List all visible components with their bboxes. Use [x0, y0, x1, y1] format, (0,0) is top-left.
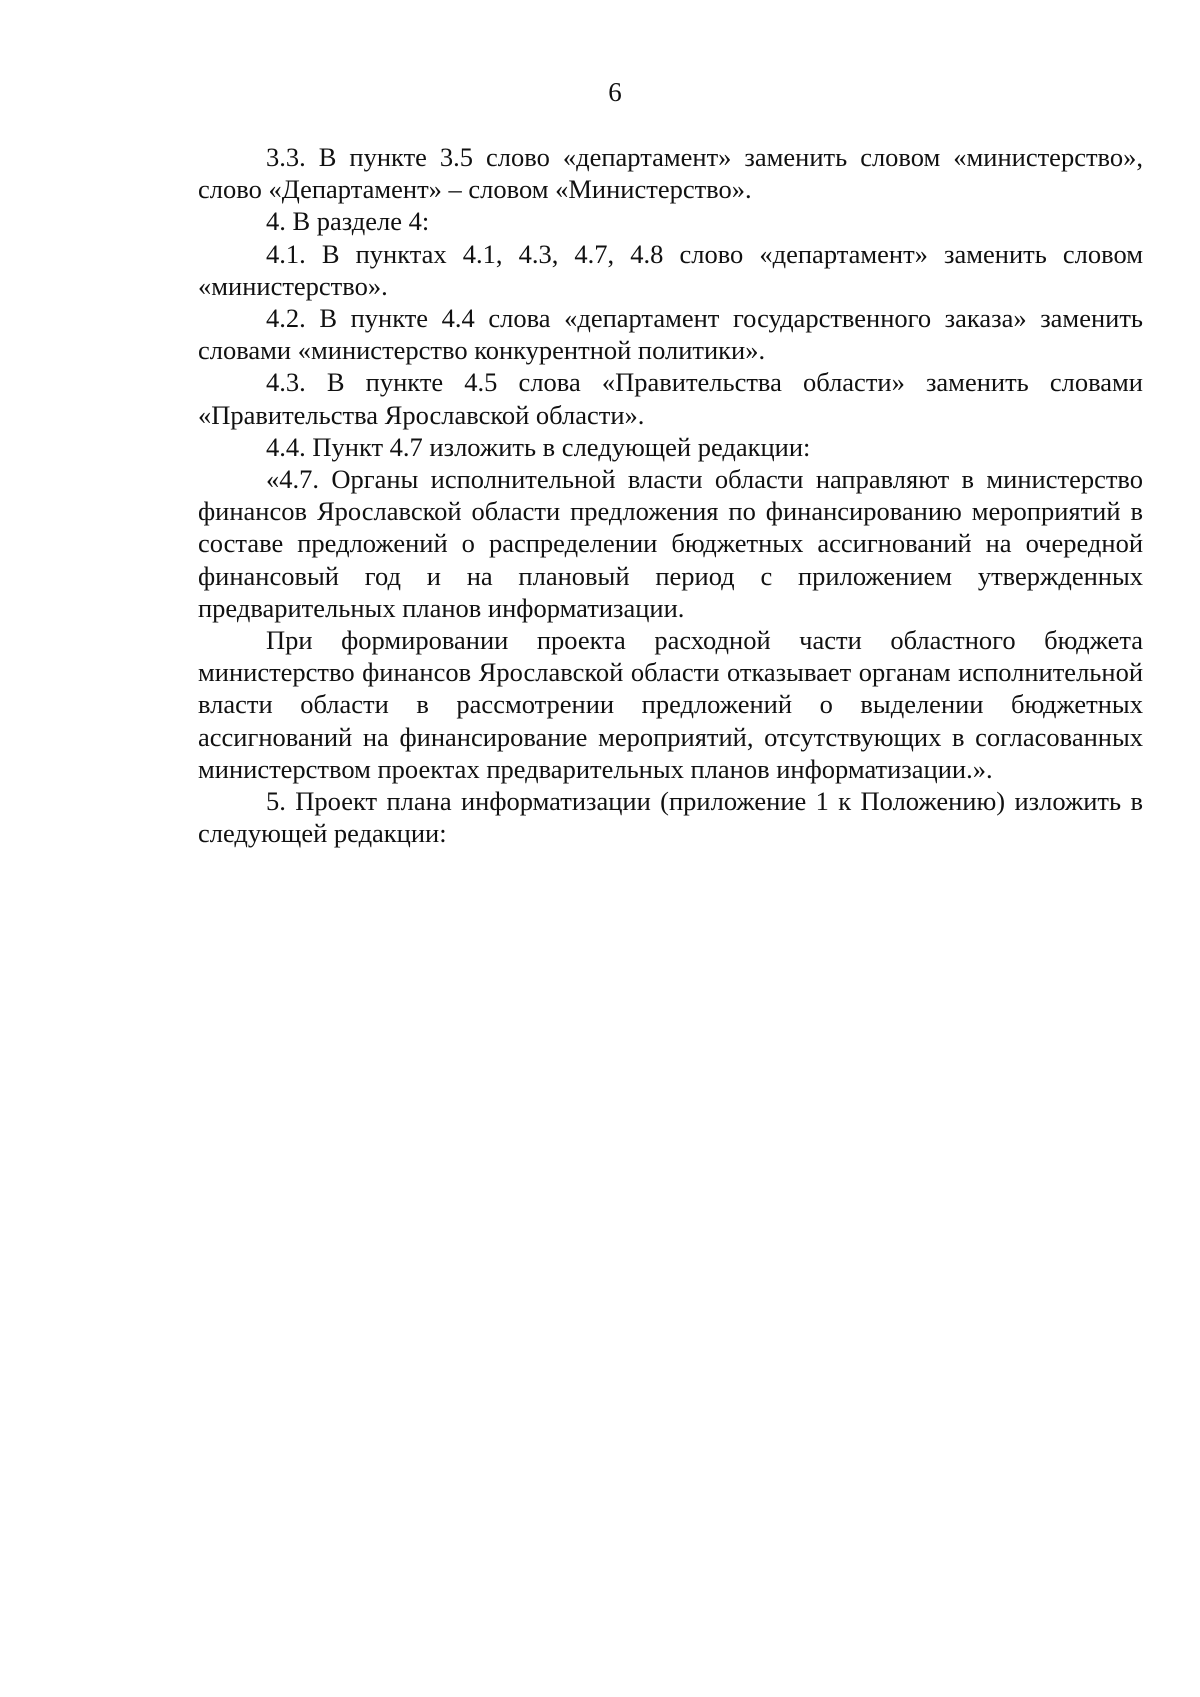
paragraph-budget-formation: При формировании проекта расходной части областного бюджета министерство финансов Ярославской области отказывает органам исполнительной власти области в рассмотрении предложений о выделении бюджетных ассигнований на финансирование мероприятий, отсутствующих в согласованных министерством проектах предварительных планов информатизации.». [198, 625, 1143, 784]
page-number: 6 [608, 77, 622, 107]
paragraph-section-4: 4. В разделе 4: [266, 206, 430, 237]
paragraph-4-4: 4.4. Пункт 4.7 изложить в следующей редакции: [266, 431, 811, 462]
paragraph-4-3: 4.3. В пункте 4.5 слова «Правительства области» заменить словами «Правительства Ярославской области». [198, 367, 1143, 430]
paragraph-quoted-4-7: «4.7. Органы исполнительной власти области направляют в министерство финансов Ярославской области предложения по финансированию мероприятий в составе предложений о распределении бюджетных ассигнований на очередной финансовый год и на плановый период с приложением утвержденных предварительных планов информатизации. [198, 464, 1143, 623]
paragraph-3-3: 3.3. В пункте 3.5 слово «департамент» заменить словом «министерство», слово «Департамент» – словом «Министерство». [198, 142, 1143, 205]
paragraph-5: 5. Проект плана информатизации (приложение 1 к Положению) изложить в следующей редакции: [198, 786, 1143, 849]
document-body [198, 141, 1143, 849]
paragraph-4-2: 4.2. В пункте 4.4 слова «департамент государственного заказа» заменить словами «министерство конкурентной политики». [198, 303, 1143, 366]
paragraph-4-1: 4.1. В пунктах 4.1, 4.3, 4.7, 4.8 слово «департамент» заменить словом «министерство». [198, 238, 1143, 301]
